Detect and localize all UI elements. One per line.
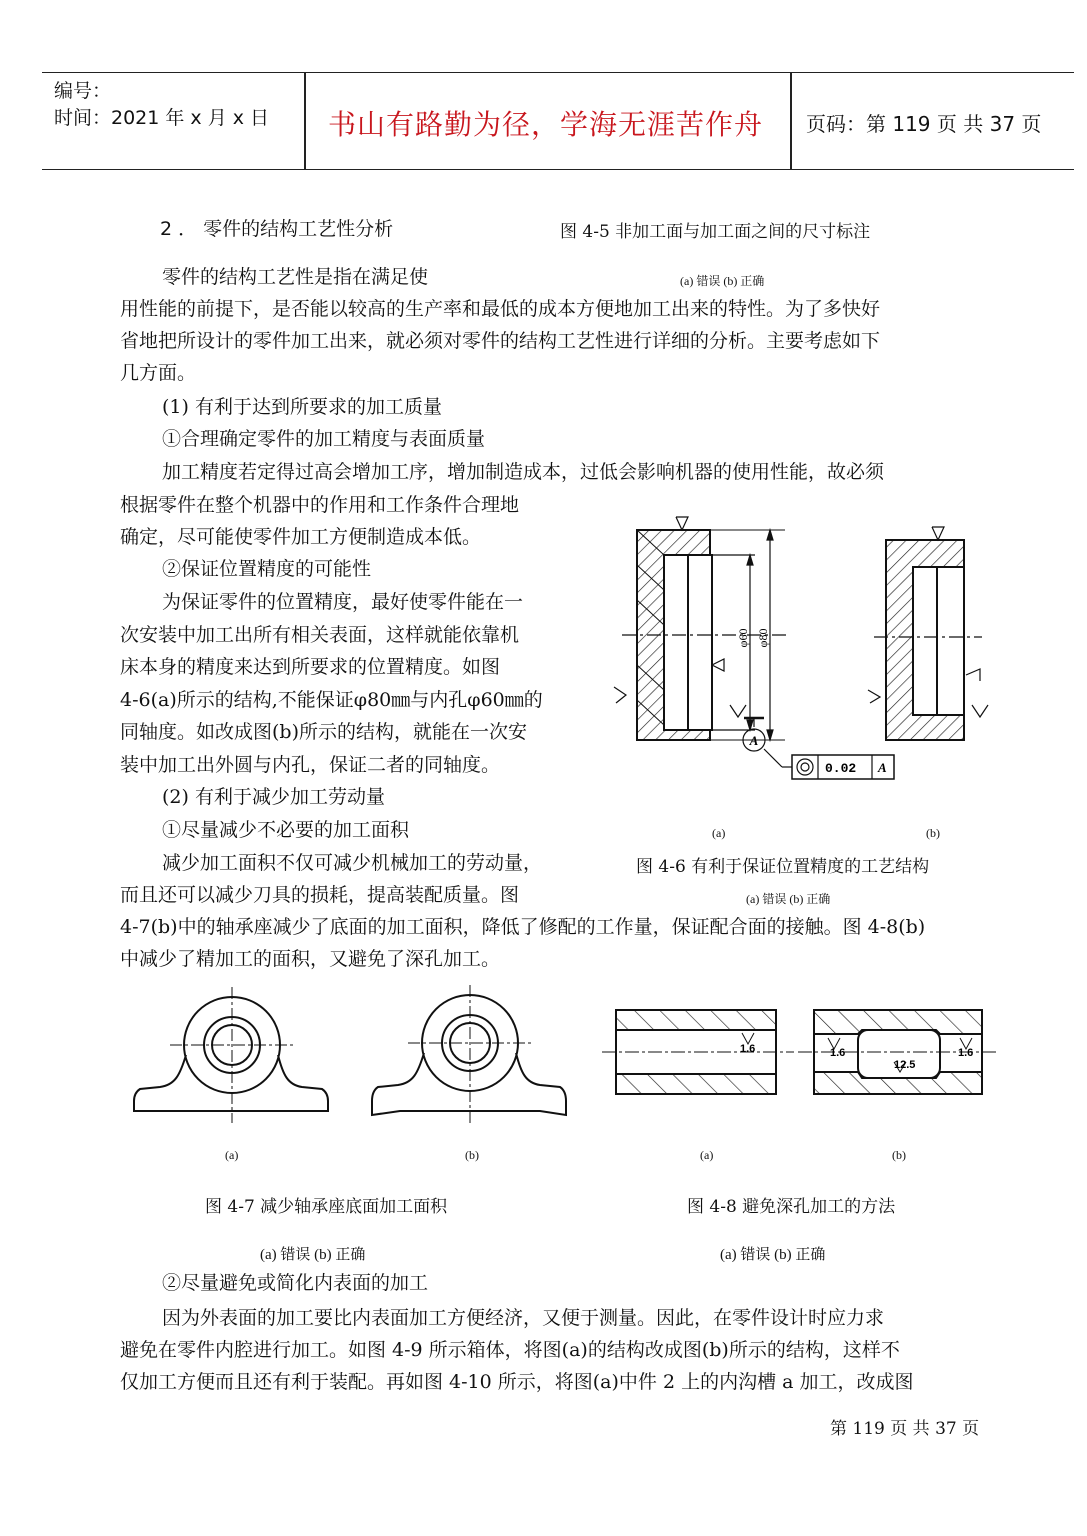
fig45-caption: 图 4-5 非加工面与加工面之间的尺寸标注 [560,222,871,242]
figure-4-6 [610,505,990,805]
paragraph-line: 避免在零件内腔进行加工。如图 4-9 所示箱体，将图(a)的结构改成图(b)所示的结构，这样不 [120,1339,900,1361]
fig46-caption: 图 4-6 有利于保证位置精度的工艺结构 [636,857,930,877]
subheading: ①合理确定零件的加工精度与表面质量 [162,428,486,450]
paragraph-line: 装中加工出外圆与内孔，保证二者的同轴度。 [120,754,501,776]
fig47-caption: 图 4-7 减少轴承座底面加工面积 [205,1197,448,1217]
fig47-subcaption: (a) 错误 (b) 正确 [260,1247,366,1263]
header-motto: 书山有路勤为径，学海无涯苦作舟 [328,108,764,141]
paragraph-line: 减少加工面积不仅可减少机械加工的劳动量， [162,852,543,874]
paragraph-line: 仅加工方便而且还有利于装配。再如图 4-10 所示，将图(a)中件 2 上的内沟槽 a 加工，改成图 [120,1371,914,1393]
fig47-label-a: (a) [225,1148,239,1162]
paragraph-line: 几方面。 [120,362,197,384]
paragraph-line: 而且还可以减少刀具的损耗，提高装配质量。图 [120,884,520,906]
subheading: ②尽量避免或简化内表面的加工 [162,1272,429,1294]
datum-label: A [749,733,759,748]
paragraph-line: 4-6(a)所示的结构,不能保证φ80㎜与内孔φ60㎜的 [120,689,543,711]
heading-1: (1) 有利于达到所要求的加工质量 [162,396,442,418]
roughness-b3: 1.6 [958,1047,974,1059]
header-divider [790,73,792,169]
paragraph-line: 零件的结构工艺性是指在满足使 [162,266,429,288]
dim-80-label: φ80 [756,628,770,648]
paragraph-line: 确定，尽可能使零件加工方便制造成本低。 [120,526,482,548]
roughness-b1: 1.6 [830,1047,846,1059]
paragraph-line: 用性能的前提下，是否能以较高的生产率和最低的成本方便地加工出来的特性。为了多快好 [120,298,881,320]
heading-2: (2) 有利于减少加工劳动量 [162,786,385,808]
fig45-subcaption: (a) 错误 (b) 正确 [680,274,765,288]
paragraph-line: 床本身的精度来达到所要求的位置精度。如图 [120,656,501,678]
fig48-subcaption: (a) 错误 (b) 正确 [720,1247,826,1263]
fig46-label-a: (a) [712,826,726,840]
fig47-label-b: (b) [465,1148,479,1162]
roughness-a: 1.6 [740,1043,756,1055]
subheading: ②保证位置精度的可能性 [162,558,372,580]
paragraph-line: 省地把所设计的零件加工出来，就必须对零件的结构工艺性进行详细的分析。主要考虑如下 [120,330,881,352]
paragraph-line: 同轴度。如改成图(b)所示的结构，就能在一次安 [120,721,527,743]
paragraph-line: 4-7(b)中的轴承座减少了底面的加工面积，降低了修配的工作量，保证配合面的接触。图 4-8(b) [120,916,926,938]
roughness-b2: 12.5 [894,1059,916,1071]
document-header [42,72,1074,170]
figure-4-8 [598,1000,1008,1110]
paragraph-line: 根据零件在整个机器中的作用和工作条件合理地 [120,494,520,516]
page-info: 页码：第 119 页 共 37 页 [806,112,1042,136]
fig48-label-b: (b) [892,1148,906,1162]
page-footer: 第 119 页 共 37 页 [830,1419,980,1439]
figure-4-7 [130,985,580,1125]
fig46-label-b: (b) [926,826,940,840]
fig48-caption: 图 4-8 避免深孔加工的方法 [687,1197,896,1217]
fig48-label-a: (a) [700,1148,714,1162]
paragraph-line: 因为外表面的加工要比内表面加工方便经济，又便于测量。因此，在零件设计时应力求 [162,1307,885,1329]
tolerance-datum: A [878,760,887,775]
paragraph-line: 为保证零件的位置精度，最好使零件能在一 [162,591,524,613]
tolerance-value: 0.02 [825,761,857,776]
dim-60-label: φ60 [736,628,750,648]
paragraph-line: 中减少了精加工的面积，又避免了深孔加工。 [120,948,501,970]
subheading: ①尽量减少不必要的加工面积 [162,819,410,841]
time-label: 时间：2021 年 x 月 x 日 [54,107,270,129]
paragraph-line: 加工精度若定得过高会增加工序，增加制造成本，过低会影响机器的使用性能，故必须 [162,461,885,483]
section-title: 2 ． 零件的结构工艺性分析 [160,218,394,240]
header-divider [304,73,306,169]
fig46-subcaption: (a) 错误 (b) 正确 [746,892,831,906]
paragraph-line: 次安装中加工出所有相关表面，这样就能依靠机 [120,624,520,646]
code-label: 编号： [54,80,112,102]
